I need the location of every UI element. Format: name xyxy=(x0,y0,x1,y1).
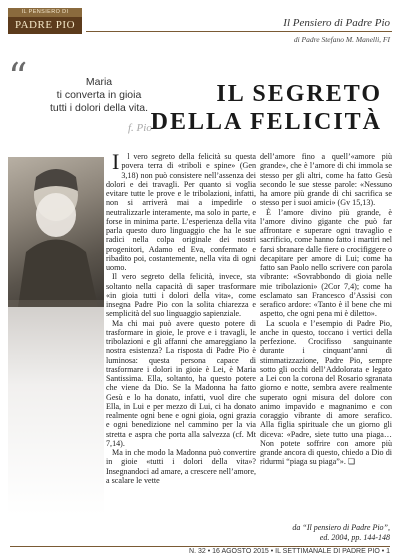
quote-line-3: tutti i dolori della vita. xyxy=(49,102,149,114)
source-citation xyxy=(270,523,390,542)
paragraph-5: dell’amore fino a quell’«amore più grande», che è l’amore di chi immola se stesso per gli altri, come ha fatto Gesù secondo le sue stesse parole: «Nessuno ha amore più grande di chi sacrifica se stesso per i suoi amici» (Gv 15,13). xyxy=(260,152,392,208)
paragraph-1-text: l vero segreto della felicità su questa povera terra di «triboli e spine» (Gen 3,18) non può consistere nell’assenza dei dolori e dei travagli. Per quanto si voglia evitare tutte le prove e le tribolazioni, infatti, non si arriverà mai a impedirle o neutralizzarle interamente, ma solo in parte, e forse in minima parte. L’esperienza della vita parla questo duro linguaggio che ha le sue radici nella colpa originale dei nostri progenitori, Adamo ed Eva, confermato e ribadito poi, costantemente, nella vita di ogni uomo. xyxy=(106,152,256,272)
source-line-2: ed. 2004, pp. 144-148 xyxy=(319,532,390,542)
page-footer: N. 32 • 16 AGOSTO 2015 • IL SETTIMANALE DI PADRE PIO • 1 xyxy=(189,548,390,555)
badge-top-label: IL PENSIERO DI xyxy=(8,8,82,17)
article-title xyxy=(151,80,382,136)
photo-background-fade xyxy=(8,300,104,515)
paragraph-6: È l’amore divino più grande, è l’amore divino gigante che può far affrontare e superare ogni travaglio e sacrificio, come hanno fatto i martiri nel farsi sbranare dalle fiere o crocifiggere o decapitare per amore di Lui; come ha fatto san Paolo nello scrivere con parola vibrante: «Sovrabbondo di gioia nelle mie tribolazioni» (2Cor 7,4); come ha esclamato san Francesco d’Assisi con serafico ardore: «Tanto è il bene che mi aspetto, che ogni pena mi è diletto». xyxy=(260,207,392,319)
paragraph-3: Ma chi mai può avere questo potere di trasformare in gioie, le prove e i travagli, le tribolazioni e gli affanni che amareggiano la nostra esistenza? La risposta di Padre Pio è luminosa: questa persona capace di trasformare i dolori in gioie è Lei, è Maria Santissima. Ella, soltanto, ha questo potere che viene da Dio. Se la Madonna ha fatto Gesù e lo ha donato, infatti, vuol dire che Ella, in Lui e per mezzo di Lui, ci ha donato realmente ogni bene e ogni gioia, ogni grazia e ogni benedizione nel cammino per la via stretta e aspra che porta alla salvezza (cf. Mt 7,14). xyxy=(106,318,256,448)
series-title: Il Pensiero di Padre Pio xyxy=(283,17,390,29)
article-column-left xyxy=(106,149,256,485)
paragraph-1 xyxy=(106,149,256,272)
author-line: di Padre Stefano M. Manelli, FI xyxy=(293,35,390,44)
title-line-2: DELLA FELICITÀ xyxy=(150,109,382,135)
drop-cap: I xyxy=(112,149,120,174)
quote-mark-icon: “ xyxy=(8,55,28,99)
title-line-1: IL SEGRETO xyxy=(216,81,382,107)
paragraph-4: Ma in che modo la Madonna può convertire in gioie «tutti i dolori della vita»? Insegnandoci ad amare, a crescere nell’amore, a scalare le vette xyxy=(106,448,256,485)
source-line-1: da “Il pensiero di Padre Pio”, xyxy=(292,523,390,532)
padre-pio-photo xyxy=(8,157,104,307)
article-column-right xyxy=(260,152,392,467)
footer-divider xyxy=(10,546,390,547)
quote-line-2: ti converta in gioia xyxy=(56,89,142,101)
paragraph-7: La scuola e l’esempio di Padre Pio, anche in questo, toccano i vertici della perfezione. Crocifisso sanguinante durante i cinquant’anni di stimmatizzazione, Padre Pio, sempre sotto gli occhi dell’Addolorata e legato a Lei con la corona del Rosario sgranata giorno e notte, sembra avere realmente superato ogni misura del dolore con animo impavido e magnanimo e con coraggio vibrante di amore serafico. Alla figlia spirituale che un giorno gli diceva: «Padre, siete tutto una piaga… Non potete soffrire con amore più grande ancora di questo, chiedo a Dio di ridurmi “piaga su piaga”». ❏ xyxy=(260,318,392,467)
handwritten-signature: f. Pio xyxy=(128,122,152,134)
badge-main-label: PADRE PIO xyxy=(8,17,82,34)
paragraph-2: Il vero segreto della felicità, invece, sta soltanto nella capacità di saper trasformare «in gioia tutti i dolori della vita», come insegna Padre Pio con la solita chiarezza e semplicità del suo linguaggio sapienziale. xyxy=(106,272,256,319)
header-divider xyxy=(86,31,392,32)
magazine-badge xyxy=(8,8,82,34)
quote-line-1: Maria xyxy=(85,76,113,88)
portrait-illustration xyxy=(8,157,104,307)
